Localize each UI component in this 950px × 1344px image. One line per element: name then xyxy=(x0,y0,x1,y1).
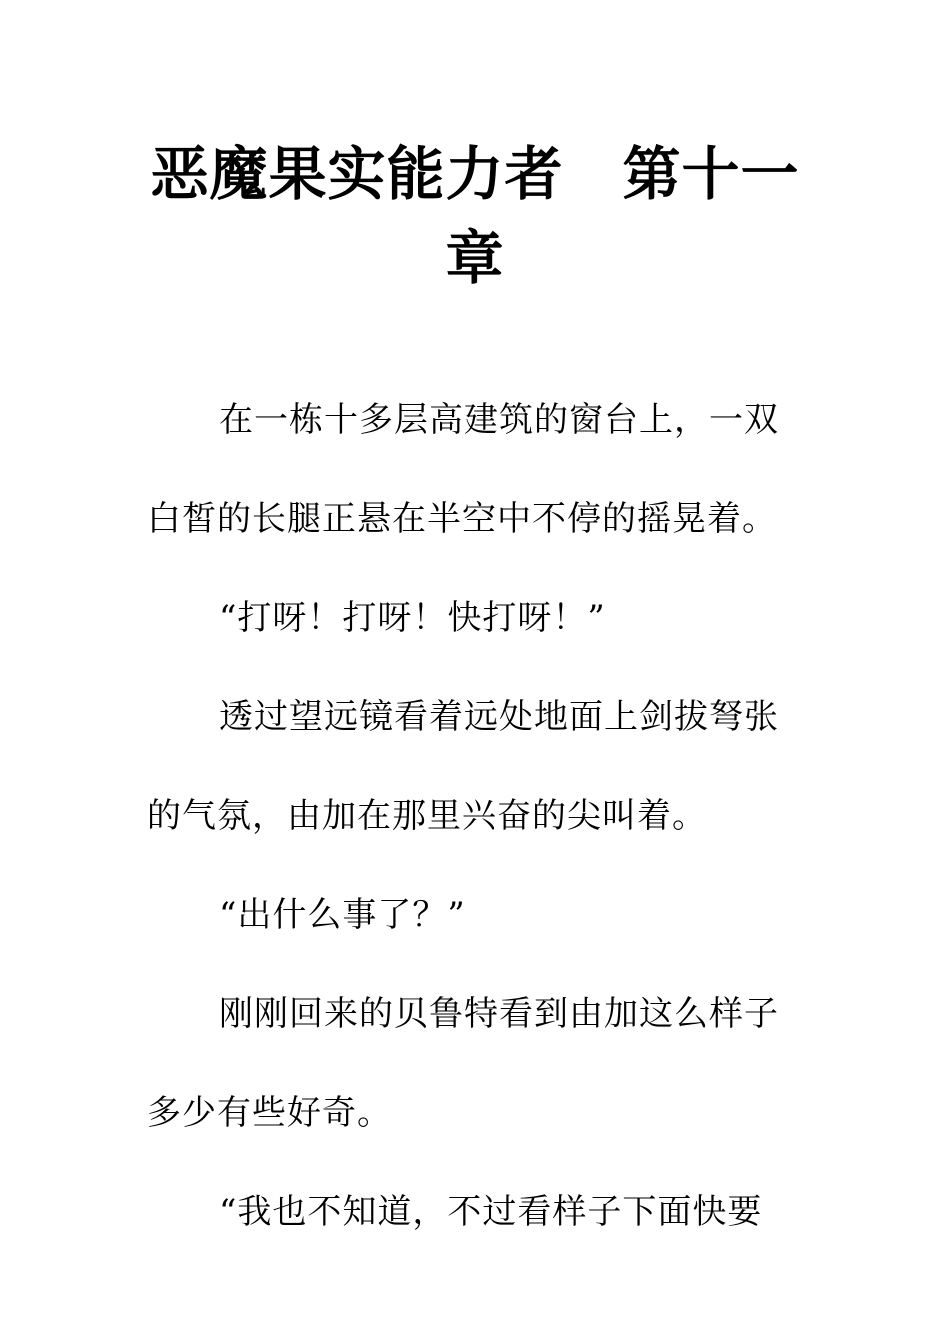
paragraph: “我也不知道，不过看样子下面快要 xyxy=(219,1192,763,1232)
paragraph: “出什么事了？” xyxy=(219,895,466,935)
paragraph: 刚刚回来的贝鲁特看到由加这么样子多少有些好奇。 xyxy=(147,994,779,1133)
chapter-title: 恶魔果实能力者 第十一章 xyxy=(150,140,800,292)
paragraph: 透过望远镜看着远处地面上剑拔弩张的气氛，由加在那里兴奋的尖叫着。 xyxy=(147,697,779,836)
paragraph: “打呀！打呀！快打呀！” xyxy=(219,598,606,638)
chapter-body xyxy=(147,371,807,1262)
paragraph: 在一栋十多层高建筑的窗台上，一双白皙的长腿正悬在半空中不停的摇晃着。 xyxy=(147,400,779,539)
